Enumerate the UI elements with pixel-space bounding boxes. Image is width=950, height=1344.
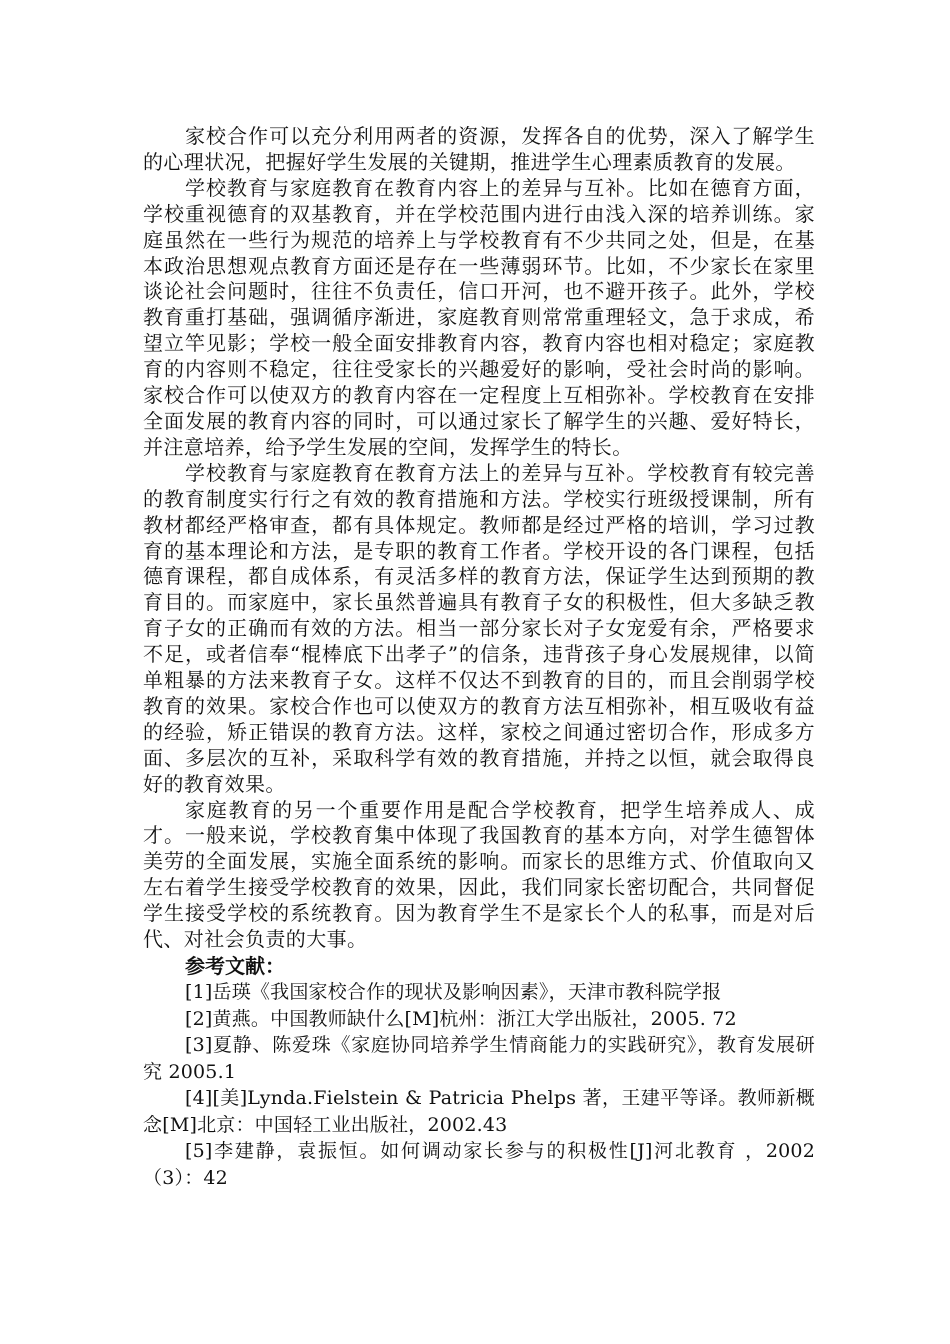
paragraph-4: 家庭教育的另一个重要作用是配合学校教育，把学生培养成人、成才。一般来说，学校教育集中体现了我国教育的基本方向，对学生德智体美劳的全面发展，实施全面系统的影响。而家长的思维方式、价值取向又左右着学生接受学校教育的效果，因此，我们同家长密切配合，共同督促学生接受学校的系统教育。因为教育学生不是家长个人的私事，而是对后代、对社会负责的大事。: [143, 797, 815, 952]
paragraph-3: 学校教育与家庭教育在教育方法上的差异与互补。学校教育有较完善的教育制度实行行之有效的教育措施和方法。学校实行班级授课制，所有教材都经严格审查，都有具体规定。教师都是经过严格的培训，学习过教育的基本理论和方法，是专职的教育工作者。学校开设的各门课程，包括德育课程，都自成体系，有灵活多样的教育方法，保证学生达到预期的教育目的。而家庭中，家长虽然普遍具有教育子女的积极性，但大多缺乏教育子女的正确而有效的方法。相当一部分家长对子女宠爱有余，严格要求不足，或者信奉“棍棒底下出孝子”的信条，违背孩子身心发展规律，以简单粗暴的方法来教育子女。这样不仅达不到教育的目的，而且会削弱学校教育的效果。家校合作也可以使双方的教育方法互相弥补，相互吸收有益的经验，矫正错误的教育方法。这样，家校之间通过密切合作，形成多方面、多层次的互补，采取科学有效的教育措施，并持之以恒，就会取得良好的教育效果。: [143, 460, 815, 796]
reference-1: [1]岳瑛《我国家校合作的现状及影响因素》，天津市教科院学报: [185, 981, 722, 1003]
reference-5: [5]李建静，袁振恒。如何调动家长参与的积极性[J]河北教育 ，2002（3）：42: [143, 1140, 815, 1189]
reference-3: [3]夏静、陈爱珠《家庭协同培养学生情商能力的实践研究》，教育发展研究 2005.1: [143, 1034, 815, 1083]
reference-4: [4][美]Lynda.Fielstein & Patricia Phelps 著，王建平等译。教师新概念[M]北京：中国轻工业出版社，2002.43: [143, 1087, 815, 1136]
paragraph-1: 家校合作可以充分利用两者的资源，发挥各自的优势，深入了解学生的心理状况，把握好学生发展的关键期，推进学生心理素质教育的发展。: [143, 124, 815, 174]
document-body: [143, 124, 815, 1191]
reference-2: [2]黄燕。中国教师缺什么[M]杭州：浙江大学出版社，2005. 72: [185, 1007, 737, 1030]
paragraph-2: 学校教育与家庭教育在教育内容上的差异与互补。比如在德育方面，学校重视德育的双基教育，并在学校范围内进行由浅入深的培养训练。家庭虽然在一些行为规范的培养上与学校教育有不少共同之处，但是，在基本政治思想观点教育方面还是存在一些薄弱环节。比如，不少家长在家里谈论社会问题时，往往不负责任，信口开河，也不避开孩子。此外，学校教育重打基础，强调循序渐进，家庭教育则常常重理轻文，急于求成，希望立竿见影；学校一般全面安排教育内容，教育内容也相对稳定；家庭教育的内容则不稳定，往往受家长的兴趣爱好的影响，受社会时尚的影响。家校合作可以使双方的教育内容在一定程度上互相弥补。学校教育在安排全面发展的教育内容的同时，可以通过家长了解学生的兴趣、爱好特长，并注意培养，给予学生发展的空间，发挥学生的特长。: [143, 175, 815, 459]
references-heading: 参考文献：: [185, 954, 285, 978]
